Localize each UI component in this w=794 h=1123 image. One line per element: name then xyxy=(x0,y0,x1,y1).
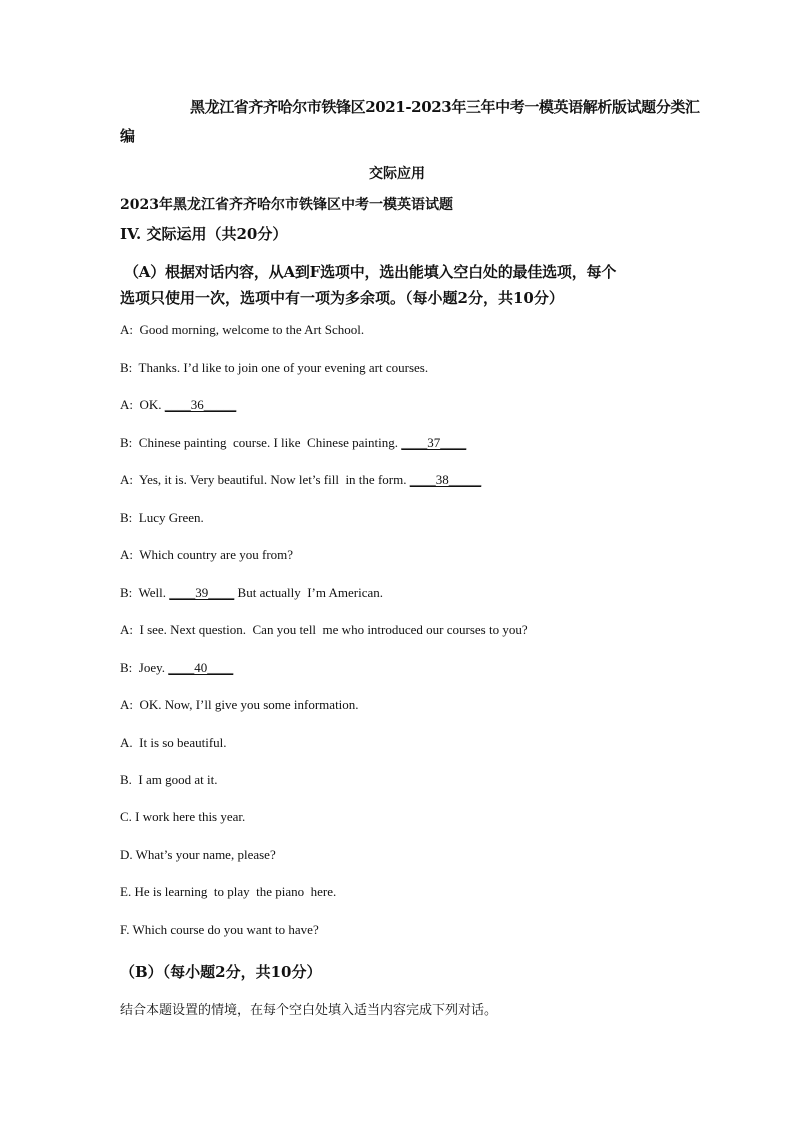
dialogue-line xyxy=(120,622,528,638)
dialogue-text: A: I see. Next question. Can you tell me who introduced our courses to you? xyxy=(120,622,528,637)
dialogue-text: A: Good morning, welcome to the Art School. xyxy=(120,322,365,337)
blank-37: ____37____ xyxy=(401,435,467,450)
document-title-continuation: 编 xyxy=(120,127,136,145)
dialogue-text: A: OK. Now, I’ll give you some information. xyxy=(120,697,359,712)
dialogue-line xyxy=(120,547,293,563)
dialogue-text: B: Joey. xyxy=(120,660,169,675)
dialogue-text: B: Thanks. I’d like to join one of your evening art courses. xyxy=(120,360,429,375)
option-text: B. I am good at it. xyxy=(120,772,218,787)
option-text: C. I work here this year. xyxy=(120,809,246,824)
part-a-instruction-continued: 选项只使用一次，选项中有一项为多余项。（每小题2分，共10分） xyxy=(120,289,564,307)
dialogue-text: B: Well. xyxy=(120,585,170,600)
part-b-title: （B）（每小题2分，共10分） xyxy=(120,963,322,981)
dialogue-line xyxy=(120,585,383,601)
section-heading: 交际应用 xyxy=(369,166,425,182)
option-e xyxy=(120,884,336,900)
option-text: A. It is so beautiful. xyxy=(120,735,227,750)
blank-36: ____36_____ xyxy=(164,397,237,412)
blank-38: ____38_____ xyxy=(409,472,482,487)
dialogue-line xyxy=(120,510,204,526)
blank-40: ____40____ xyxy=(168,660,234,675)
option-text: F. Which course do you want to have? xyxy=(120,922,319,937)
dialogue-line xyxy=(120,322,364,338)
part-b-instruction: 结合本题设置的情境，在每个空白处填入适当内容完成下列对话。 xyxy=(120,1003,498,1018)
option-f xyxy=(120,922,319,938)
dialogue-line xyxy=(120,397,236,413)
dialogue-line xyxy=(120,697,359,713)
option-text: E. He is learning to play the piano here. xyxy=(120,884,337,899)
dialogue-text: B: Chinese painting course. I like Chinese painting. xyxy=(120,435,402,450)
dialogue-line xyxy=(120,660,233,676)
option-b xyxy=(120,772,218,788)
exam-title: 2023年黑龙江省齐齐哈尔市铁锋区中考一模英语试题 xyxy=(120,197,453,213)
dialogue-text: A: Yes, it is. Very beautiful. Now let’s fill in the form. xyxy=(120,472,410,487)
dialogue-text: But actually I’m American. xyxy=(234,585,384,600)
part-title: IV. 交际运用（共20分） xyxy=(120,225,288,243)
option-a xyxy=(120,735,227,751)
dialogue-text: A: OK. xyxy=(120,397,165,412)
dialogue-line xyxy=(120,435,466,451)
dialogue-line xyxy=(120,472,481,488)
dialogue-text: A: Which country are you from? xyxy=(120,547,294,562)
part-a-instruction: （A）根据对话内容，从A到F选项中，选出能填入空白处的最佳选项，每个 xyxy=(124,263,617,281)
dialogue-text: B: Lucy Green. xyxy=(120,510,204,525)
option-text: D. What’s your name, please? xyxy=(120,847,276,862)
option-c xyxy=(120,809,245,825)
option-d xyxy=(120,847,276,863)
dialogue-line xyxy=(120,360,428,376)
blank-39: ____39____ xyxy=(169,585,235,600)
document-title: 黑龙江省齐齐哈尔市铁锋区2021-2023年三年中考一模英语解析版试题分类汇 xyxy=(190,98,700,116)
